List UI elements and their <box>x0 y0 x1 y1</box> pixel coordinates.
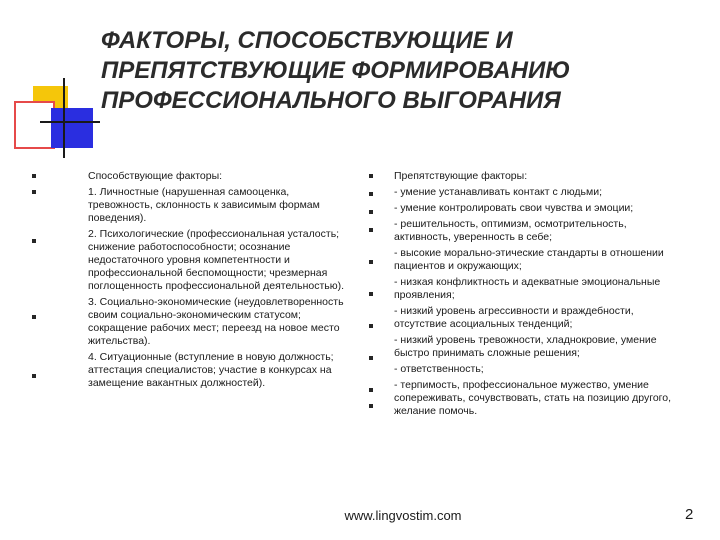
list-item: - умение устанавливать контакт с людьми; <box>394 186 603 198</box>
slide-title <box>101 26 701 116</box>
page-number: 2 <box>685 506 694 523</box>
contributing-factors-list <box>88 170 356 390</box>
list-item: 4. Ситуационные (вступление в новую должность; аттестация специалистов; участие в конкурсах на замещение вакантных должностей). <box>88 351 334 389</box>
bullet-marker <box>369 228 373 232</box>
decor-vertical-line <box>63 78 65 158</box>
bullet-marker <box>369 210 373 214</box>
bullet-marker <box>32 174 36 178</box>
bullet-marker <box>369 292 373 296</box>
decor-horizontal-line <box>40 121 100 123</box>
preventing-factors-list <box>394 170 676 418</box>
title-line-1: ФАКТОРЫ, СПОСОБСТВУЮЩИЕ И <box>101 27 513 54</box>
bullet-marker <box>369 356 373 360</box>
list-item: - умение контролировать свои чувства и эмоции; <box>394 202 634 214</box>
list-item: 3. Социально-экономические (неудовлетворенность своим социально-экономическим статусом; сокращение рабочих мест; переезд на новое место жительства). <box>88 296 344 347</box>
list-item: 2. Психологические (профессиональная усталость; снижение работоспособности; осознание недостаточного уровня компетентности и профессиональной беспомощности; чрезмерная поглощенность профессиональной деятельностью). <box>88 228 345 292</box>
bullet-marker <box>32 374 36 378</box>
title-line-2: ПРЕПЯТСТВУЮЩИЕ ФОРМИРОВАНИЮ <box>101 57 571 84</box>
bullet-marker <box>369 324 373 328</box>
decor-blue-square <box>51 108 93 148</box>
list-item: - терпимость, профессиональное мужество, умение сопереживать, сочувствовать, стать на позицию другого, желание помочь. <box>394 379 672 417</box>
bullet-marker <box>32 239 36 243</box>
footer-url: www.lingvostim.com <box>344 508 462 523</box>
bullet-marker <box>32 315 36 319</box>
list-item: - низкий уровень тревожности, хладнокровие, умение быстро принимать сложные решения; <box>394 334 657 359</box>
bullet-marker <box>369 388 373 392</box>
bullet-marker <box>369 260 373 264</box>
list-item: - решительность, оптимизм, осмотрительность, активность, уверенность в себе; <box>394 218 627 243</box>
bullet-marker <box>369 192 373 196</box>
list-heading: Препятствующие факторы: <box>394 170 528 182</box>
bullet-marker <box>32 190 36 194</box>
bullet-marker <box>369 174 373 178</box>
list-heading: Способствующие факторы: <box>88 170 223 182</box>
list-item: - низкий уровень агрессивности и враждебности, отсутствие асоциальных тенденций; <box>394 305 634 330</box>
title-line-3: ПРОФЕССИОНАЛЬНОГО ВЫГОРАНИЯ <box>101 87 561 114</box>
list-item: - высокие морально-этические стандарты в отношении пациентов и окружающих; <box>394 247 664 272</box>
decor-red-square <box>14 101 55 149</box>
bullet-marker <box>369 404 373 408</box>
list-item: - низкая конфликтность и адекватные эмоциональные проявления; <box>394 276 661 301</box>
list-item: - ответственность; <box>394 363 484 375</box>
list-item: 1. Личностные (нарушенная самооценка, тревожность, склонность к зависимым формам поведения). <box>88 186 320 224</box>
